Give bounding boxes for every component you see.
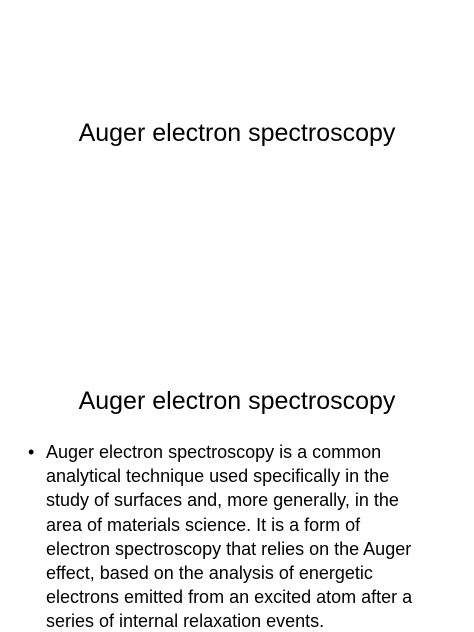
content-slide (0, 356, 474, 632)
bullet-text-line: series of internal relaxation events. (46, 611, 325, 632)
bullet-text-line: area of materials science. It is a form of (46, 514, 361, 535)
bullet-text-line: electron spectroscopy that relies on the Auger (46, 538, 412, 559)
bullet-list (28, 440, 468, 632)
bullet-text-line: effect, based on the analysis of energetic (46, 563, 373, 584)
bullet-text-line: study of surfaces and, more generally, in the (46, 490, 399, 511)
slide-title: Auger electron spectroscopy (78, 119, 396, 147)
bullet-item (28, 440, 468, 632)
bullet-text-line: analytical technique used specifically in the (46, 466, 390, 487)
bullet-icon: • (28, 442, 35, 462)
bullet-text-line: electrons emitted from an excited atom after a (46, 587, 413, 608)
bullet-text-line: Auger electron spectroscopy is a common (46, 442, 382, 462)
slide-title: Auger electron spectroscopy (78, 387, 396, 415)
